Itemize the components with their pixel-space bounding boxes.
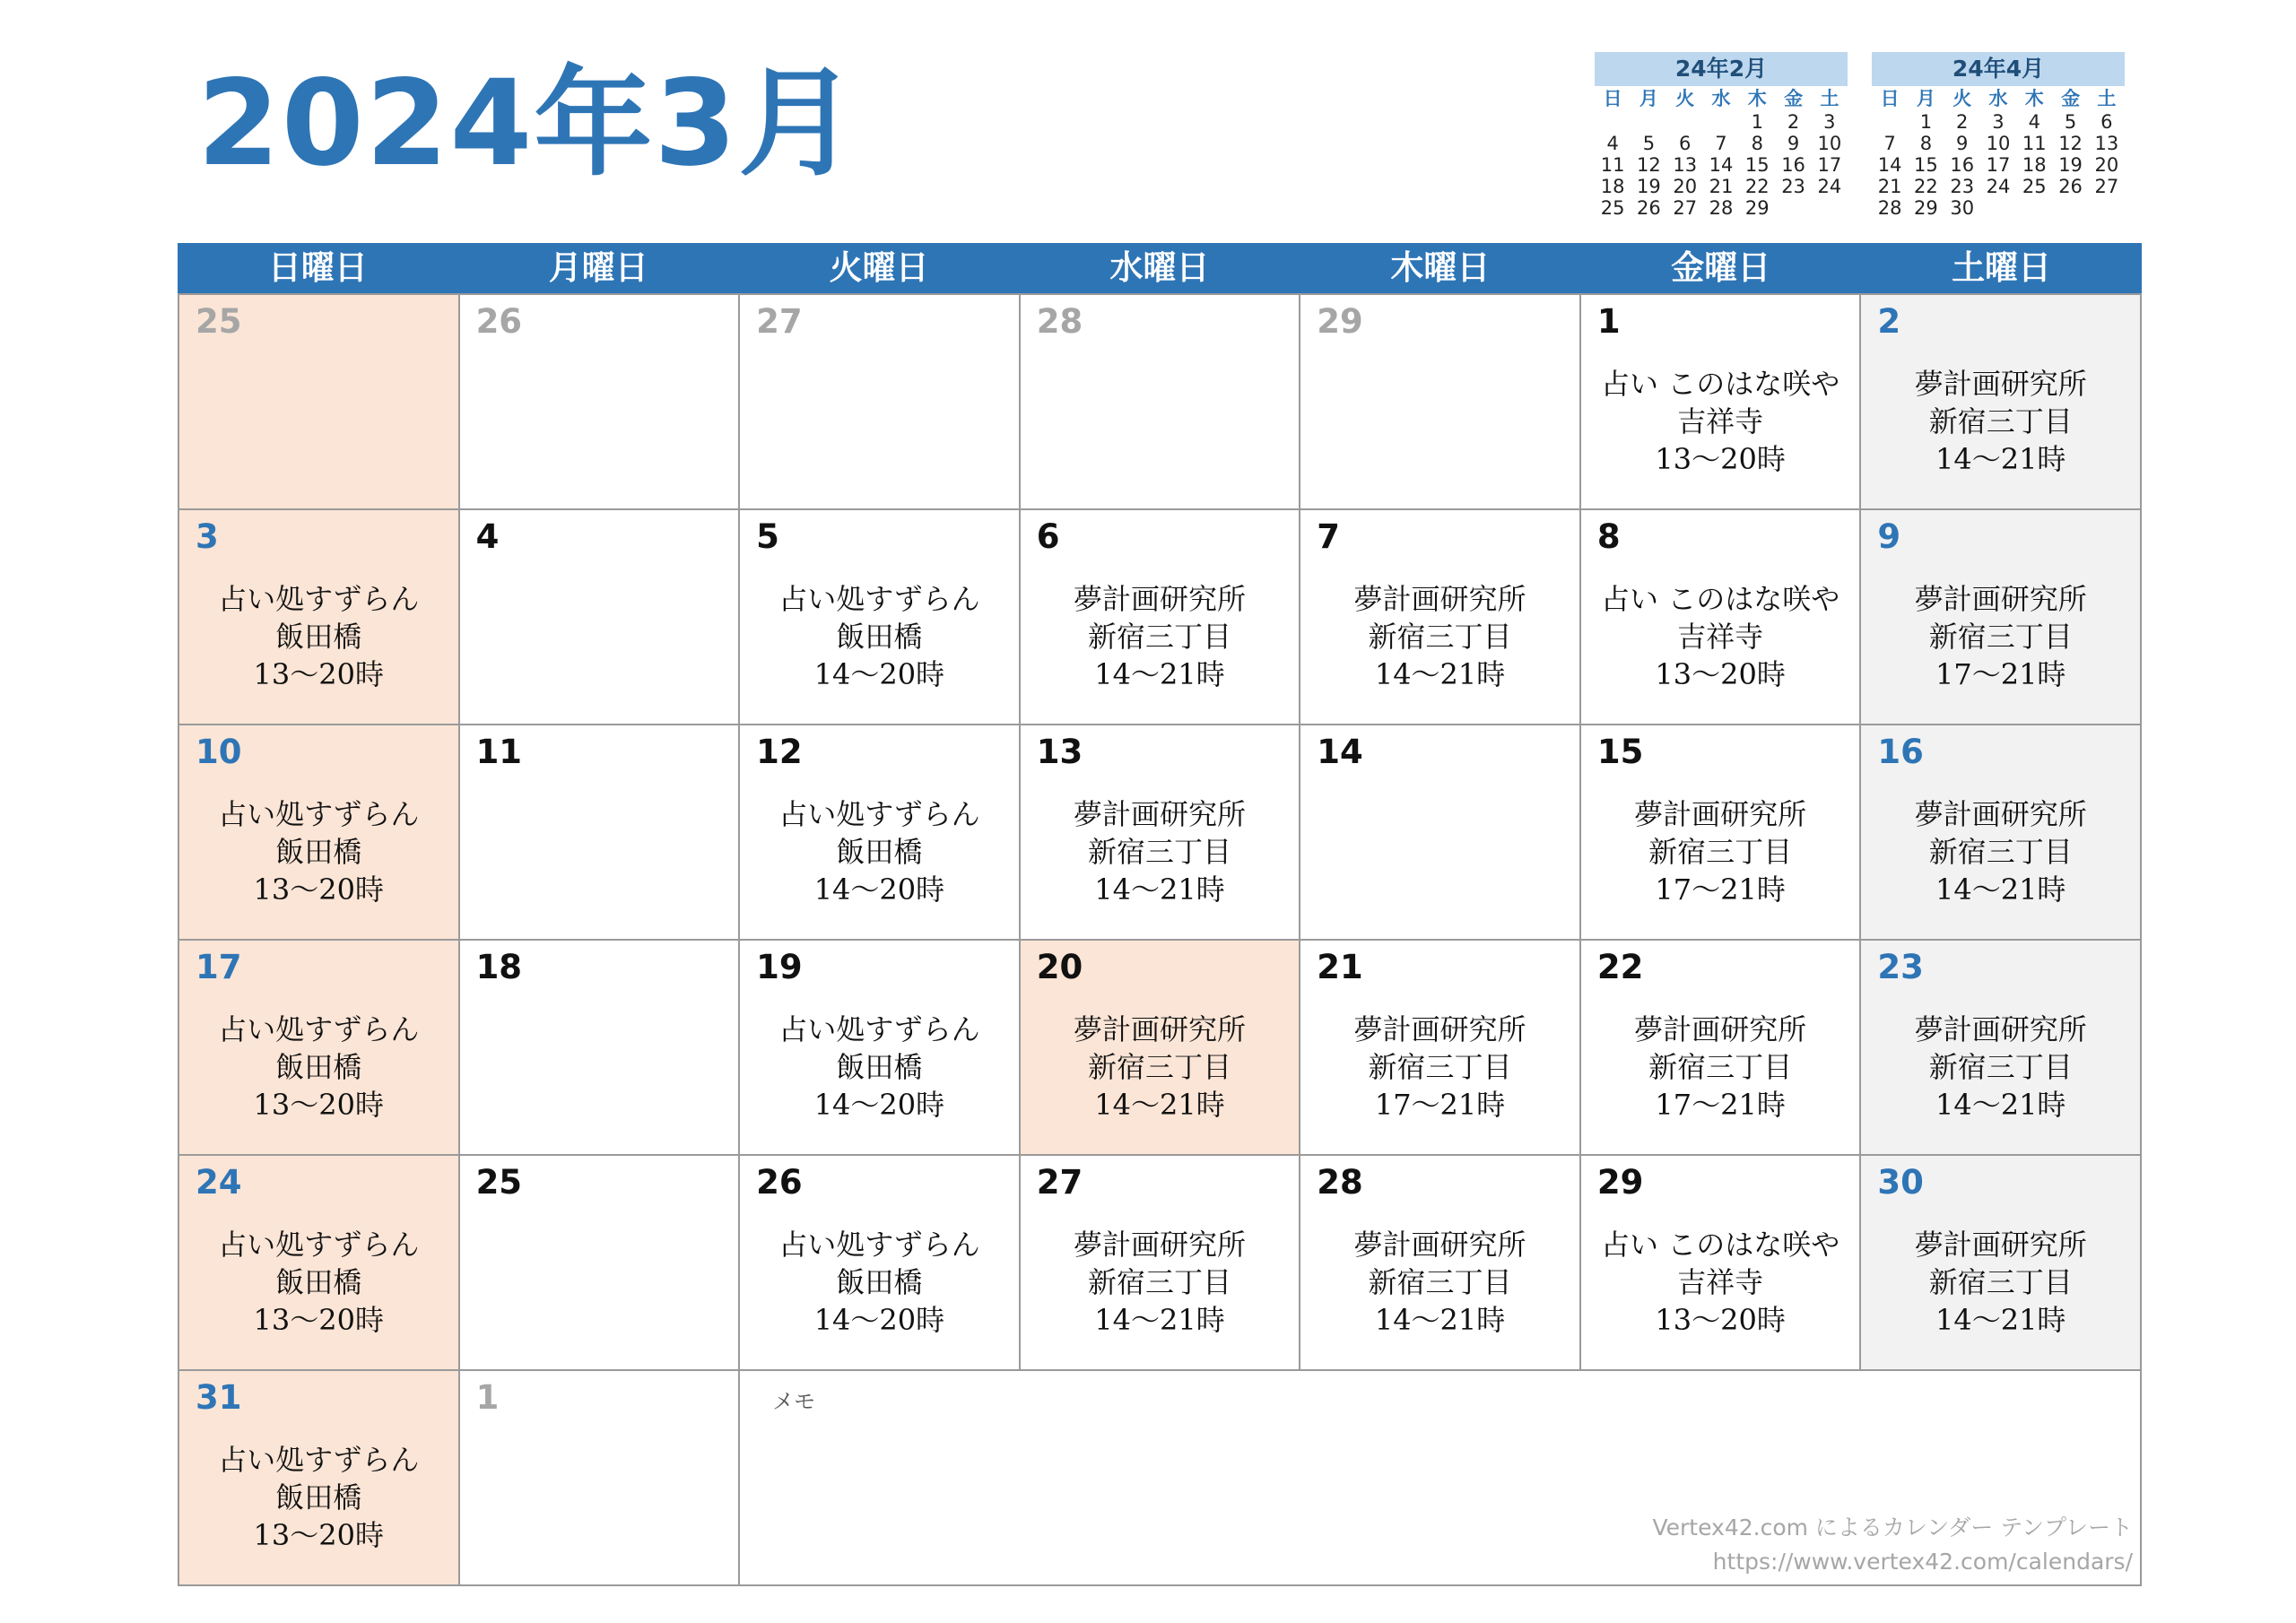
mini-day: 24 (1817, 176, 1842, 197)
event-line: 夢計画研究所 (1353, 1012, 1526, 1046)
mini-day: 14 (1709, 154, 1734, 176)
mini-day (1595, 219, 1631, 240)
event-line: 占い このはな咲や (1601, 582, 1840, 616)
mini-day: 7 (1715, 133, 1727, 154)
event-line: 13～20時 (1655, 657, 1786, 691)
mini-weekday: 月 (1639, 88, 1658, 109)
event-line: 新宿三丁目 (1928, 1050, 2073, 1084)
day-cell[interactable] (1021, 510, 1301, 725)
event-entry (1581, 1011, 1860, 1124)
mini-day: 1 (1919, 111, 1933, 133)
day-cell[interactable] (1861, 941, 2142, 1156)
mini-day: 22 (1914, 176, 1938, 197)
memo-area[interactable] (740, 1371, 2142, 1586)
mini-day: 4 (2028, 111, 2040, 133)
mini-day: 18 (2022, 154, 2047, 176)
mini-day: 23 (1950, 176, 1975, 197)
mini-weekday: 火 (1952, 88, 1972, 109)
event-line: 14～21時 (1935, 872, 2066, 907)
day-cell[interactable] (1300, 725, 1581, 941)
event-line: 17～21時 (1655, 1088, 1786, 1122)
event-line: 新宿三丁目 (1368, 1265, 1512, 1299)
mini-day (1980, 197, 2016, 219)
mini-day: 18 (1600, 176, 1625, 197)
event-line: 飯田橋 (836, 1050, 923, 1084)
event-line: 13～20時 (253, 872, 384, 907)
event-line: 占い処すずらん (778, 1228, 980, 1262)
mini-day (2089, 197, 2125, 219)
event-line: 占い このはな咲や (1601, 367, 1840, 401)
day-number: 1 (475, 1378, 500, 1417)
event-line: 吉祥寺 (1677, 620, 1764, 654)
day-cell[interactable] (179, 941, 460, 1156)
mini-day: 7 (1883, 133, 1896, 154)
mini-day (1631, 219, 1666, 240)
day-number: 26 (756, 1163, 803, 1202)
mini-day (1631, 111, 1666, 133)
template-credit (1652, 1511, 2133, 1579)
event-line: 飯田橋 (275, 1480, 362, 1515)
day-number: 17 (196, 948, 242, 986)
event-line: 13～20時 (253, 1518, 384, 1552)
weekday-thu: 木曜日 (1390, 248, 1491, 287)
mini-day: 12 (1637, 154, 1661, 176)
memo-label: メモ (772, 1389, 816, 1414)
mini-day: 2 (1787, 111, 1800, 133)
mini-day: 19 (2058, 154, 2083, 176)
event-line: 占い処すずらん (778, 582, 980, 616)
event-line: 14～20時 (813, 1088, 945, 1122)
weekday-wed: 水曜日 (1109, 248, 1210, 287)
event-line: 14～21時 (1935, 1088, 2066, 1122)
day-cell[interactable] (1861, 1156, 2142, 1371)
event-line: 13～20時 (253, 1303, 384, 1337)
event-line: 新宿三丁目 (1087, 1265, 1231, 1299)
day-cell[interactable] (1021, 1156, 1301, 1371)
event-line: 14～21時 (1094, 1303, 1225, 1337)
event-line: 14～21時 (1094, 872, 1225, 907)
mini-day: 20 (1673, 176, 1698, 197)
day-number: 16 (1877, 733, 1924, 771)
mini-day: 5 (1642, 133, 1656, 154)
mini-day: 29 (1744, 197, 1770, 219)
event-entry (179, 1226, 458, 1339)
day-number: 12 (756, 733, 803, 771)
credit-url[interactable]: https://www.vertex42.com/calendars/ (1712, 1549, 2133, 1575)
day-cell[interactable] (1581, 941, 1862, 1156)
mini-day: 26 (1637, 197, 1661, 219)
day-cell[interactable] (1021, 941, 1301, 1156)
mini-day: 3 (1823, 111, 1836, 133)
event-line: 夢計画研究所 (1353, 582, 1526, 616)
day-cell[interactable] (460, 510, 741, 725)
day-cell[interactable] (740, 510, 1021, 725)
day-number: 20 (1036, 948, 1083, 986)
event-entry (179, 1011, 458, 1124)
mini-day: 10 (1986, 133, 2011, 154)
mini-day (2016, 197, 2052, 219)
event-entry (740, 1011, 1019, 1124)
day-number: 19 (756, 948, 803, 986)
event-line: 14～20時 (813, 657, 945, 691)
event-entry (740, 580, 1019, 693)
event-line: 占い処すずらん (218, 1443, 420, 1477)
mini-day: 9 (1956, 133, 1969, 154)
event-line: 14～21時 (1935, 1303, 2066, 1337)
event-line: 14～21時 (1935, 442, 2066, 476)
day-cell[interactable] (1300, 295, 1581, 510)
mini-weekday: 水 (1988, 88, 2008, 109)
mini-weekday: 木 (1747, 88, 1767, 109)
mini-weekday: 日 (1603, 88, 1622, 109)
mini-day: 21 (1709, 176, 1734, 197)
mini-day: 6 (1679, 133, 1692, 154)
mini-day: 10 (1817, 133, 1842, 154)
event-line: 吉祥寺 (1677, 1265, 1764, 1299)
day-number: 28 (1036, 302, 1083, 341)
mini-day: 8 (1751, 133, 1763, 154)
day-cell[interactable] (460, 725, 741, 941)
event-line: 夢計画研究所 (1634, 1012, 1807, 1046)
event-line: 夢計画研究所 (1634, 797, 1807, 831)
event-line: 14～21時 (1374, 657, 1506, 691)
mini-weekday: 月 (1916, 88, 1935, 109)
day-number: 15 (1596, 733, 1644, 771)
mini-day: 6 (2100, 111, 2113, 133)
weekday-sun: 日曜日 (267, 248, 368, 287)
event-line: 17～21時 (1655, 872, 1786, 907)
day-cell[interactable] (1300, 941, 1581, 1156)
mini-day: 22 (1744, 176, 1770, 197)
day-cell[interactable] (460, 1156, 741, 1371)
day-cell[interactable] (179, 295, 460, 510)
event-line: 夢計画研究所 (1914, 797, 2087, 831)
event-line: 飯田橋 (836, 835, 923, 869)
event-line: 新宿三丁目 (1928, 404, 2073, 438)
weekday-sat: 土曜日 (1952, 248, 2052, 287)
mini-day: 5 (2064, 111, 2077, 133)
event-line: 14～21時 (1374, 1303, 1506, 1337)
day-number: 11 (475, 733, 523, 771)
mini-day: 3 (1992, 111, 2005, 133)
mini-day: 25 (2022, 176, 2047, 197)
event-line: 夢計画研究所 (1073, 1012, 1246, 1046)
weekday-mon: 月曜日 (548, 248, 648, 287)
event-entry (740, 795, 1019, 908)
mini-day (1703, 111, 1739, 133)
day-number: 10 (196, 733, 242, 771)
event-entry (1581, 1226, 1860, 1339)
mini-day: 28 (1877, 197, 1902, 219)
mini-calendar-next (1872, 52, 2125, 219)
day-cell[interactable] (740, 295, 1021, 510)
mini-day: 15 (1914, 154, 1938, 176)
mini-day (1667, 219, 1703, 240)
day-number: 21 (1317, 948, 1363, 986)
day-cell[interactable] (1021, 295, 1301, 510)
mini-weekday: 金 (1784, 88, 1804, 109)
mini-day (1703, 219, 1739, 240)
event-line: 夢計画研究所 (1073, 1228, 1246, 1262)
event-line: 飯田橋 (275, 1050, 362, 1084)
event-line: 飯田橋 (836, 620, 923, 654)
mini-day: 17 (1986, 154, 2011, 176)
mini-calendar-prev-title: 24年2月 (1595, 52, 1848, 86)
mini-weekday: 水 (1711, 88, 1731, 109)
event-entry (1861, 795, 2140, 908)
mini-day (1872, 111, 1908, 133)
event-entry (179, 1441, 458, 1554)
mini-day: 27 (1673, 197, 1698, 219)
event-line: 14～21時 (1094, 657, 1225, 691)
mini-weekday: 木 (2024, 88, 2044, 109)
day-number: 29 (1317, 302, 1363, 341)
mini-weekday: 火 (1675, 88, 1695, 109)
day-cell[interactable] (1581, 725, 1862, 941)
mini-day: 25 (1600, 197, 1625, 219)
day-cell[interactable] (1861, 510, 2142, 725)
event-line: 新宿三丁目 (1928, 620, 2073, 654)
mini-day: 15 (1744, 154, 1770, 176)
mini-day: 27 (2094, 176, 2119, 197)
event-line: 夢計画研究所 (1073, 582, 1246, 616)
mini-day: 26 (2058, 176, 2083, 197)
event-line: 夢計画研究所 (1914, 1228, 2087, 1262)
day-number: 25 (196, 302, 242, 341)
event-entry (1021, 795, 1300, 908)
event-entry (179, 795, 458, 908)
mini-day (1812, 197, 1848, 219)
day-cell[interactable] (740, 1156, 1021, 1371)
mini-calendar-next-title: 24年4月 (1872, 52, 2125, 86)
event-line: 17～21時 (1374, 1088, 1506, 1122)
day-cell[interactable] (179, 1371, 460, 1586)
event-line: 吉祥寺 (1677, 404, 1764, 438)
event-entry (1021, 1226, 1300, 1339)
event-entry (1861, 580, 2140, 693)
mini-day: 30 (1950, 197, 1975, 219)
day-number: 31 (196, 1378, 242, 1417)
event-line: 夢計画研究所 (1353, 1228, 1526, 1262)
mini-day: 1 (1751, 111, 1763, 133)
event-line: 新宿三丁目 (1087, 835, 1231, 869)
event-line: 占い処すずらん (778, 1012, 980, 1046)
mini-weekday: 日 (1880, 88, 1900, 109)
mini-day (2052, 197, 2088, 219)
day-number: 28 (1317, 1163, 1363, 1202)
mini-day (1775, 197, 1811, 219)
day-cell[interactable] (1300, 1156, 1581, 1371)
mini-day: 14 (1877, 154, 1902, 176)
event-entry (179, 580, 458, 693)
event-entry (1581, 365, 1860, 478)
page-title: 2024年3月 (197, 55, 859, 193)
event-entry (1300, 580, 1579, 693)
day-number: 8 (1596, 517, 1621, 556)
day-number: 27 (1036, 1163, 1083, 1202)
day-cell[interactable] (460, 1371, 741, 1586)
weekday-tue: 火曜日 (829, 248, 929, 287)
mini-day: 23 (1781, 176, 1805, 197)
day-number: 22 (1596, 948, 1644, 986)
event-line: 14～20時 (813, 872, 945, 907)
weekday-header (178, 243, 2142, 293)
event-line: 飯田橋 (275, 835, 362, 869)
day-number: 6 (1036, 517, 1060, 556)
day-cell[interactable] (740, 725, 1021, 941)
mini-day: 4 (1606, 133, 1619, 154)
day-number: 3 (196, 517, 219, 556)
mini-day: 9 (1787, 133, 1800, 154)
day-number: 23 (1877, 948, 1924, 986)
mini-calendar-next-grid (1872, 86, 2125, 219)
mini-day: 24 (1986, 176, 2011, 197)
event-line: 14～20時 (813, 1303, 945, 1337)
event-entry (1021, 580, 1300, 693)
mini-calendar-prev (1595, 52, 1848, 240)
day-number: 7 (1317, 517, 1341, 556)
event-entry (1021, 1011, 1300, 1124)
mini-day: 11 (1600, 154, 1625, 176)
day-number: 18 (475, 948, 523, 986)
event-line: 新宿三丁目 (1928, 1265, 2073, 1299)
event-line: 17～21時 (1935, 657, 2066, 691)
event-line: 13～20時 (1655, 1303, 1786, 1337)
event-line: 13～20時 (253, 1088, 384, 1122)
event-line: 13～20時 (253, 657, 384, 691)
event-line: 14～21時 (1094, 1088, 1225, 1122)
mini-day: 29 (1914, 197, 1938, 219)
event-entry (1581, 580, 1860, 693)
event-line: 新宿三丁目 (1087, 620, 1231, 654)
event-line: 新宿三丁目 (1368, 1050, 1512, 1084)
event-line: 夢計画研究所 (1073, 797, 1246, 831)
day-number: 4 (475, 517, 500, 556)
event-entry (1300, 1226, 1579, 1339)
event-entry (1861, 1226, 2140, 1339)
event-line: 新宿三丁目 (1648, 1050, 1793, 1084)
day-number: 5 (756, 517, 779, 556)
day-cell[interactable] (1581, 1156, 1862, 1371)
mini-day: 13 (2094, 133, 2119, 154)
day-number: 9 (1877, 517, 1901, 556)
day-number: 30 (1877, 1163, 1924, 1202)
mini-day (1667, 111, 1703, 133)
event-entry (1581, 795, 1860, 908)
month-calendar (178, 243, 2142, 1586)
event-line: 夢計画研究所 (1914, 1012, 2087, 1046)
day-cell[interactable] (1861, 295, 2142, 510)
event-line: 飯田橋 (836, 1265, 923, 1299)
day-cell[interactable] (740, 941, 1021, 1156)
event-line: 夢計画研究所 (1914, 367, 2087, 401)
event-line: 占い処すずらん (218, 582, 420, 616)
day-cell[interactable] (1581, 295, 1862, 510)
day-number: 27 (756, 302, 803, 341)
mini-day: 8 (1919, 133, 1933, 154)
day-number: 24 (196, 1163, 242, 1202)
day-cell[interactable] (179, 1156, 460, 1371)
day-cell[interactable] (1021, 725, 1301, 941)
mini-day: 20 (2094, 154, 2119, 176)
event-line: 夢計画研究所 (1914, 582, 2087, 616)
calendar-grid (178, 293, 2142, 1586)
weekday-fri: 金曜日 (1671, 248, 1771, 287)
mini-day: 13 (1673, 154, 1698, 176)
mini-day: 28 (1709, 197, 1734, 219)
event-line: 占い このはな咲や (1601, 1228, 1840, 1262)
mini-calendar-prev-grid (1595, 86, 1848, 240)
event-line: 占い処すずらん (218, 1228, 420, 1262)
mini-weekday: 金 (2061, 88, 2081, 109)
mini-day (1595, 111, 1631, 133)
event-entry (1300, 1011, 1579, 1124)
day-cell[interactable] (179, 725, 460, 941)
mini-weekday: 土 (2097, 88, 2117, 109)
day-number: 13 (1036, 733, 1083, 771)
mini-day: 16 (1781, 154, 1805, 176)
day-cell[interactable] (179, 510, 460, 725)
event-line: 新宿三丁目 (1087, 1050, 1231, 1084)
day-cell[interactable] (1300, 510, 1581, 725)
day-cell[interactable] (460, 941, 741, 1156)
mini-day: 17 (1817, 154, 1842, 176)
event-line: 新宿三丁目 (1648, 835, 1793, 869)
event-line: 新宿三丁目 (1368, 620, 1512, 654)
mini-day: 16 (1950, 154, 1975, 176)
event-entry (1861, 365, 2140, 478)
event-entry (740, 1226, 1019, 1339)
mini-day: 11 (2022, 133, 2047, 154)
day-number: 1 (1596, 302, 1621, 341)
event-line: 占い処すずらん (778, 797, 980, 831)
day-cell[interactable] (1581, 510, 1862, 725)
event-line: 13～20時 (1655, 442, 1786, 476)
mini-day: 19 (1637, 176, 1661, 197)
event-entry (1861, 1011, 2140, 1124)
event-line: 飯田橋 (275, 620, 362, 654)
day-number: 29 (1596, 1163, 1644, 1202)
day-number: 26 (475, 302, 523, 341)
event-line: 新宿三丁目 (1928, 835, 2073, 869)
mini-weekday: 土 (1820, 88, 1839, 109)
event-line: 飯田橋 (275, 1265, 362, 1299)
mini-day: 12 (2058, 133, 2083, 154)
day-cell[interactable] (1861, 725, 2142, 941)
mini-day: 2 (1956, 111, 1969, 133)
day-number: 14 (1317, 733, 1363, 771)
event-line: 占い処すずらん (218, 1012, 420, 1046)
day-cell[interactable] (460, 295, 741, 510)
day-number: 2 (1877, 302, 1901, 341)
day-number: 25 (475, 1163, 523, 1202)
event-line: 占い処すずらん (218, 797, 420, 831)
credit-line-1: Vertex42.com によるカレンダー テンプレート (1652, 1515, 2133, 1541)
mini-day: 21 (1877, 176, 1902, 197)
